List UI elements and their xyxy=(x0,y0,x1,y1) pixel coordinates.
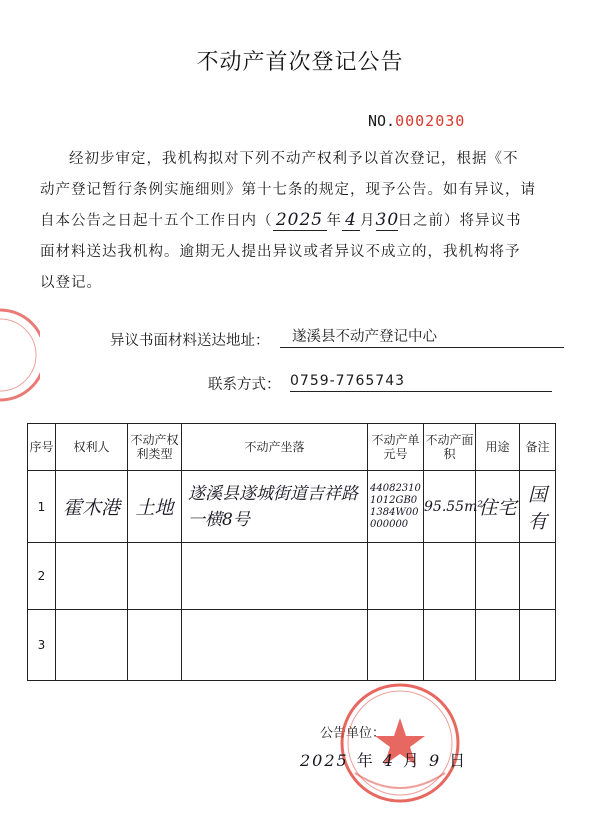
table-row xyxy=(28,471,556,543)
property-table xyxy=(27,423,556,681)
location-cell xyxy=(182,543,368,610)
issue-month: 4 xyxy=(382,751,395,770)
remark-cell xyxy=(520,543,556,610)
row-number: 3 xyxy=(28,610,56,681)
header-cell: 权利人 xyxy=(56,424,128,471)
header-cell: 不动产坐落 xyxy=(182,424,368,471)
notice-number xyxy=(368,112,465,130)
issue-day: 9 xyxy=(428,751,442,770)
usage-cell xyxy=(476,610,520,681)
table-header-row xyxy=(28,424,556,471)
deadline-month: 4 xyxy=(342,210,360,231)
month-char: 月 xyxy=(360,213,376,229)
remark-cell: 国有 xyxy=(520,471,556,543)
notice-number-value: 0002030 xyxy=(395,112,466,130)
unit-number-cell: 440823101012GB01384W00000000 xyxy=(368,471,424,543)
deadline-year: 2025 xyxy=(273,210,327,231)
issue-date xyxy=(300,748,475,771)
body-line-1: 经初步审定，我机构拟对下列不动产权利予以首次登记，根据《不 xyxy=(69,151,519,167)
holder-cell xyxy=(56,610,128,681)
location-cell xyxy=(182,610,368,681)
area-cell xyxy=(424,543,476,610)
body-line-3-end: 日之前）将异议书 xyxy=(397,213,522,229)
unit-number-cell xyxy=(368,543,424,610)
issue-month-char: 月 xyxy=(402,751,421,770)
body-line-5: 以登记。 xyxy=(40,275,102,291)
location-cell: 遂溪县遂城街道吉祥路一横8号 xyxy=(182,471,368,543)
official-seal xyxy=(335,678,468,808)
header-cell: 序号 xyxy=(28,424,56,471)
body-line-3-start: 自本公告之日起十五个工作日内（ xyxy=(40,213,273,229)
area-cell xyxy=(424,610,476,681)
usage-cell xyxy=(476,543,520,610)
issue-day-char: 日 xyxy=(449,751,468,770)
address-value: 遂溪县不动产登记中心 xyxy=(280,327,564,348)
unit-number-cell xyxy=(368,610,424,681)
header-cell: 备注 xyxy=(520,424,556,471)
issue-year: 2025 xyxy=(300,751,349,770)
table-row xyxy=(28,543,556,610)
remark-cell xyxy=(520,610,556,681)
contact-label: 联系方式： xyxy=(208,377,281,393)
right-type-cell: 土地 xyxy=(128,471,182,543)
body-line-4: 面材料送达我机构。逾期无人提出异议或者异议不成立的，我机构将予 xyxy=(40,244,521,260)
holder-cell: 霍木港 xyxy=(56,471,128,543)
holder-cell xyxy=(56,543,128,610)
usage-cell: 住宅 xyxy=(476,471,520,543)
right-type-cell xyxy=(128,543,182,610)
deadline-day: 30 xyxy=(375,210,400,230)
address-label: 异议书面材料送达地址： xyxy=(110,333,270,349)
notice-body xyxy=(40,144,560,299)
contact-phone: 0759-7765743 xyxy=(290,371,552,392)
area-cell: 95.55m² xyxy=(424,471,476,543)
page-title: 不动产首次登记公告 xyxy=(196,50,404,75)
body-line-2: 动产登记暂行条例实施细则》第十七条的规定，现予公告。如有异议，请 xyxy=(40,182,536,198)
header-cell: 不动产单元号 xyxy=(368,424,424,471)
issue-year-char: 年 xyxy=(356,751,375,770)
row-number: 1 xyxy=(28,471,56,543)
row-number: 2 xyxy=(28,543,56,610)
right-type-cell xyxy=(128,610,182,681)
year-char: 年 xyxy=(326,213,342,229)
header-cell: 不动产面 积 xyxy=(424,424,476,471)
notice-number-prefix: NO. xyxy=(368,112,396,130)
table-row xyxy=(28,610,556,681)
header-cell: 用途 xyxy=(476,424,520,471)
partial-seal-edge xyxy=(0,305,40,405)
body-line-3 xyxy=(40,206,560,237)
header-cell: 不动产权利类型 xyxy=(128,424,182,471)
issuer-label: 公告单位： xyxy=(320,726,386,741)
